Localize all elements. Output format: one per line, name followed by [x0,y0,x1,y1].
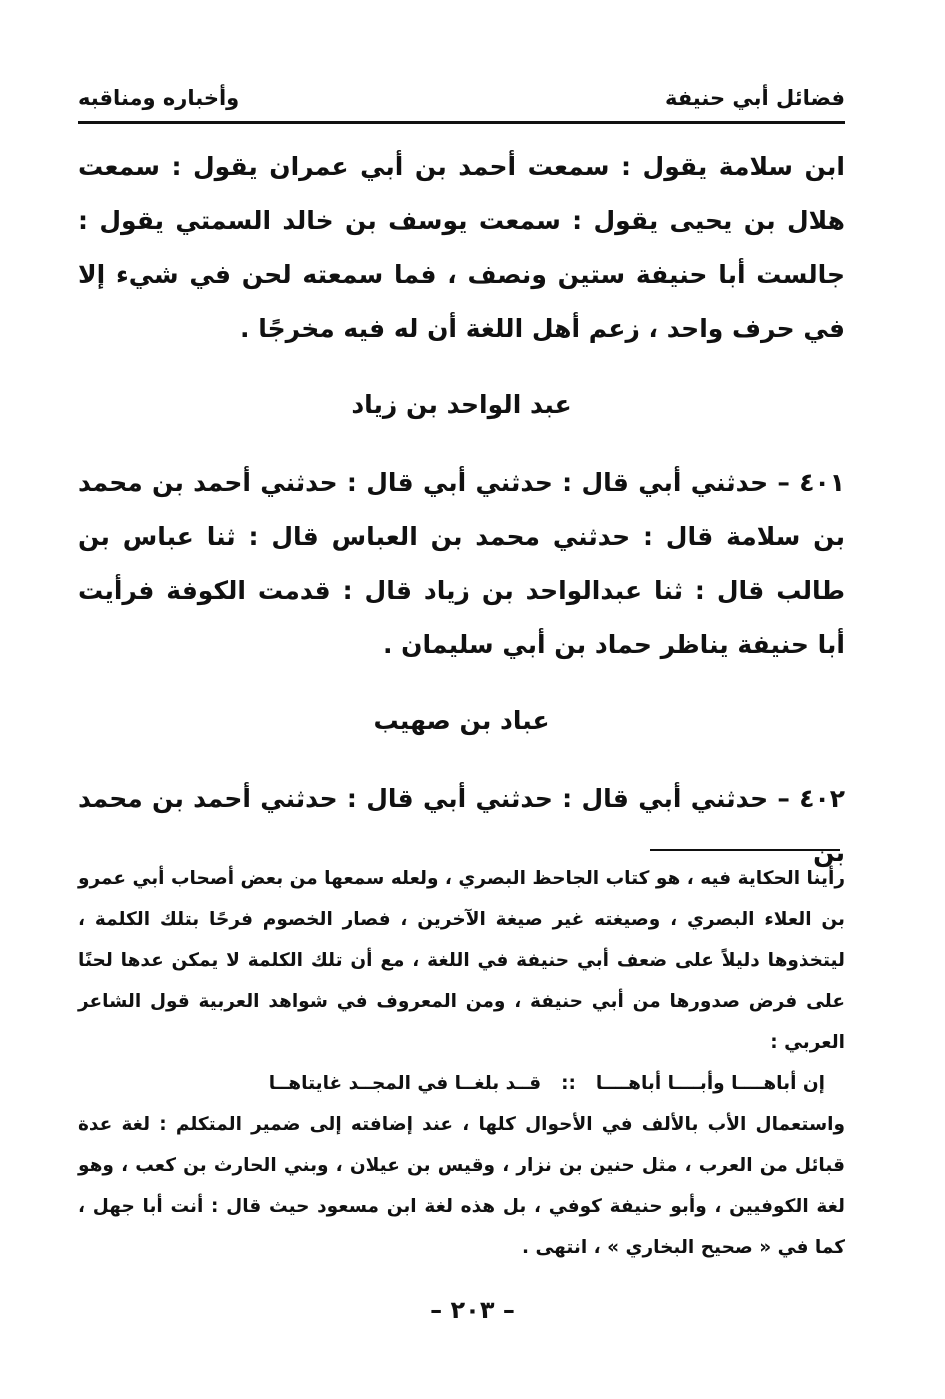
footnotes [78,858,845,1268]
footnote-paragraph-1: رأينا الحكاية فيه ، هو كتاب الجاحظ البصري ، ولعله سمعها من بعض أصحاب أبي عمرو بن العلاء البصري ، وصيغته غير صيغة الآخرين ، فصار الخصوم فرحًا بتلك الكلمة ، ليتخذوها دليلاً على ضعف أبي حنيفة في اللغة ، مع أن تلك الكلمة لا يمكن عدها لحنًا على فرض صدورها من أبي حنيفة ، ومن المعروف في شواهد العربية قول الشاعر العربي : [78,868,845,1053]
page-number: – ٢٠٣ – [430,1296,515,1324]
body-paragraph-402: ٤٠٢ – حدثني أبي قال : حدثني أبي قال : حدثني أحمد بن محمد بن [78,784,845,867]
section-heading-abbad: عباد بن صهيب [373,706,550,735]
running-header [78,82,845,118]
verse-first-hemistich: إن أباهــــا وأبــــا أباهــــا [595,1073,825,1094]
footnote-paragraph-2: واستعمال الأب بالألف في الأحوال كلها ، عند إضافته إلى ضمير المتكلم : لغة عدة قبائل من العرب ، مثل حنين بن نزار ، وقيس بن عيلان ، وبني الحارث بن كعب ، وهو لغة الكوفيين ، وأبو حنيفة كوفي ، بل هذه لغة ابن مسعود حيث قال : أنت أبا جهل ، كما في « صحيح البخاري » ، انتهى . [78,1114,845,1258]
section-heading-abd-al-wahid: عبد الواحد بن زياد [351,390,572,419]
body-paragraph-401: ٤٠١ – حدثني أبي قال : حدثني أبي قال : حدثني أحمد بن محمد بن سلامة قال : حدثني محمد بن العباس قال : ثنا عباس بن طالب قال : ثنا عبدالواحد بن زياد قال : قدمت الكوفة فرأيت أبا حنيفة يناظر حماد بن أبي سليمان . [78,468,845,659]
running-header-book-title: فضائل أبي حنيفة [664,86,845,110]
footnote-divider [650,849,840,851]
verse-second-hemistich: قــد بلغــا في المجــد غايتاهــا [268,1073,542,1094]
verse-separator: :: [561,1073,576,1094]
header-divider [78,121,845,124]
body-paragraph-1: ابن سلامة يقول : سمعت أحمد بن أبي عمران يقول : سمعت هلال بن يحيى يقول : سمعت يوسف بن خالد السمتي يقول : جالست أبا حنيفة ستين ونصف ، فما سمعته لحن في شيء إلا في حرف واحد ، زعم أهل اللغة أن له فيه مخرجًا . [78,152,845,343]
main-text [78,140,845,880]
running-header-subtitle: وأخباره ومناقبه [78,86,240,110]
poetry-verse [78,1063,845,1104]
